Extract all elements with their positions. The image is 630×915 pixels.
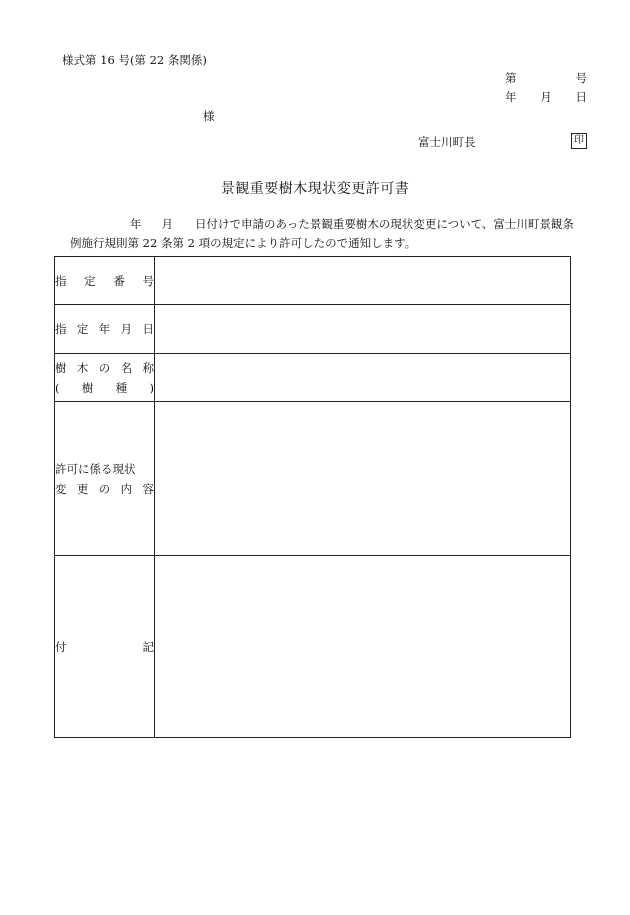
label-char: 号: [142, 273, 154, 288]
tree-name-value[interactable]: [155, 354, 571, 402]
label-char: 内: [120, 481, 133, 496]
label-char: 日: [142, 322, 154, 336]
label-char: 定: [84, 273, 96, 288]
form-number: 様式第 16 号(第 22 条関係): [62, 53, 207, 67]
table-row-change-details: [55, 402, 571, 556]
label-char: 定: [76, 322, 89, 336]
remarks-value[interactable]: [155, 556, 571, 738]
label-char: 番: [113, 273, 125, 288]
label-char: 年: [98, 322, 111, 336]
label-char: 名: [120, 360, 133, 375]
label-char: 記: [142, 639, 154, 654]
addressee-suffix: 様: [203, 109, 215, 123]
label-char: ): [149, 380, 154, 395]
seal-mark: 印: [571, 133, 587, 149]
table-row-designation-date: [55, 305, 571, 354]
designation-number-label: [55, 257, 155, 305]
number-suffix: 号: [575, 71, 587, 85]
designation-date-label: [55, 305, 155, 354]
label-line: [55, 378, 154, 398]
change-details-value[interactable]: [155, 402, 571, 556]
label-char: の: [98, 481, 111, 496]
label-char: 指: [55, 273, 67, 288]
number-prefix: 第: [505, 71, 517, 85]
label-char: 樹: [81, 380, 94, 395]
table-row-designation-number: [55, 257, 571, 305]
designation-number-value[interactable]: [155, 257, 571, 305]
notice-line-2: 例施行規則第 22 条第 2 項の規定により許可したので通知します。: [70, 236, 417, 250]
label-line: [55, 637, 154, 657]
label-char: 月: [120, 322, 133, 336]
notice-year: 年: [130, 217, 142, 231]
date-month: 月: [540, 90, 552, 104]
label-char: 指: [55, 322, 67, 336]
tree-name-label: [55, 354, 155, 402]
label-line: [55, 319, 154, 339]
label-line: [55, 479, 154, 499]
date-day: 日: [575, 90, 587, 104]
table-row-tree-name: [55, 354, 571, 402]
change-details-label: [55, 402, 155, 556]
label-char: 樹: [55, 360, 67, 375]
notice-line-1: [130, 216, 574, 232]
document-number-line: [505, 70, 587, 86]
issue-date-line: [505, 89, 587, 105]
label-char: 称: [142, 360, 154, 375]
label-char: 木: [76, 360, 89, 375]
label-char: の: [98, 360, 111, 375]
date-year: 年: [505, 90, 517, 104]
issuer-name: 富士川町長: [418, 135, 476, 149]
label-line: [55, 271, 154, 291]
remarks-label: [55, 556, 155, 738]
label-char: 許可に係る現状: [55, 461, 136, 476]
notice-text-1: 日付けで申請のあった景観重要樹木の現状変更について、富士川町景観条: [195, 217, 574, 231]
label-char: 種: [115, 380, 128, 395]
label-line: [55, 459, 154, 479]
notice-month: 月: [161, 217, 173, 231]
designation-date-value[interactable]: [155, 305, 571, 354]
label-char: 変: [55, 481, 67, 496]
label-char: (: [55, 380, 60, 395]
label-char: 容: [142, 481, 154, 496]
label-char: 更: [76, 481, 89, 496]
label-char: 付: [55, 639, 67, 654]
label-line: [55, 358, 154, 378]
permit-table: [54, 256, 571, 738]
document-title: 景観重要樹木現状変更許可書: [220, 181, 410, 197]
table-row-remarks: [55, 556, 571, 738]
